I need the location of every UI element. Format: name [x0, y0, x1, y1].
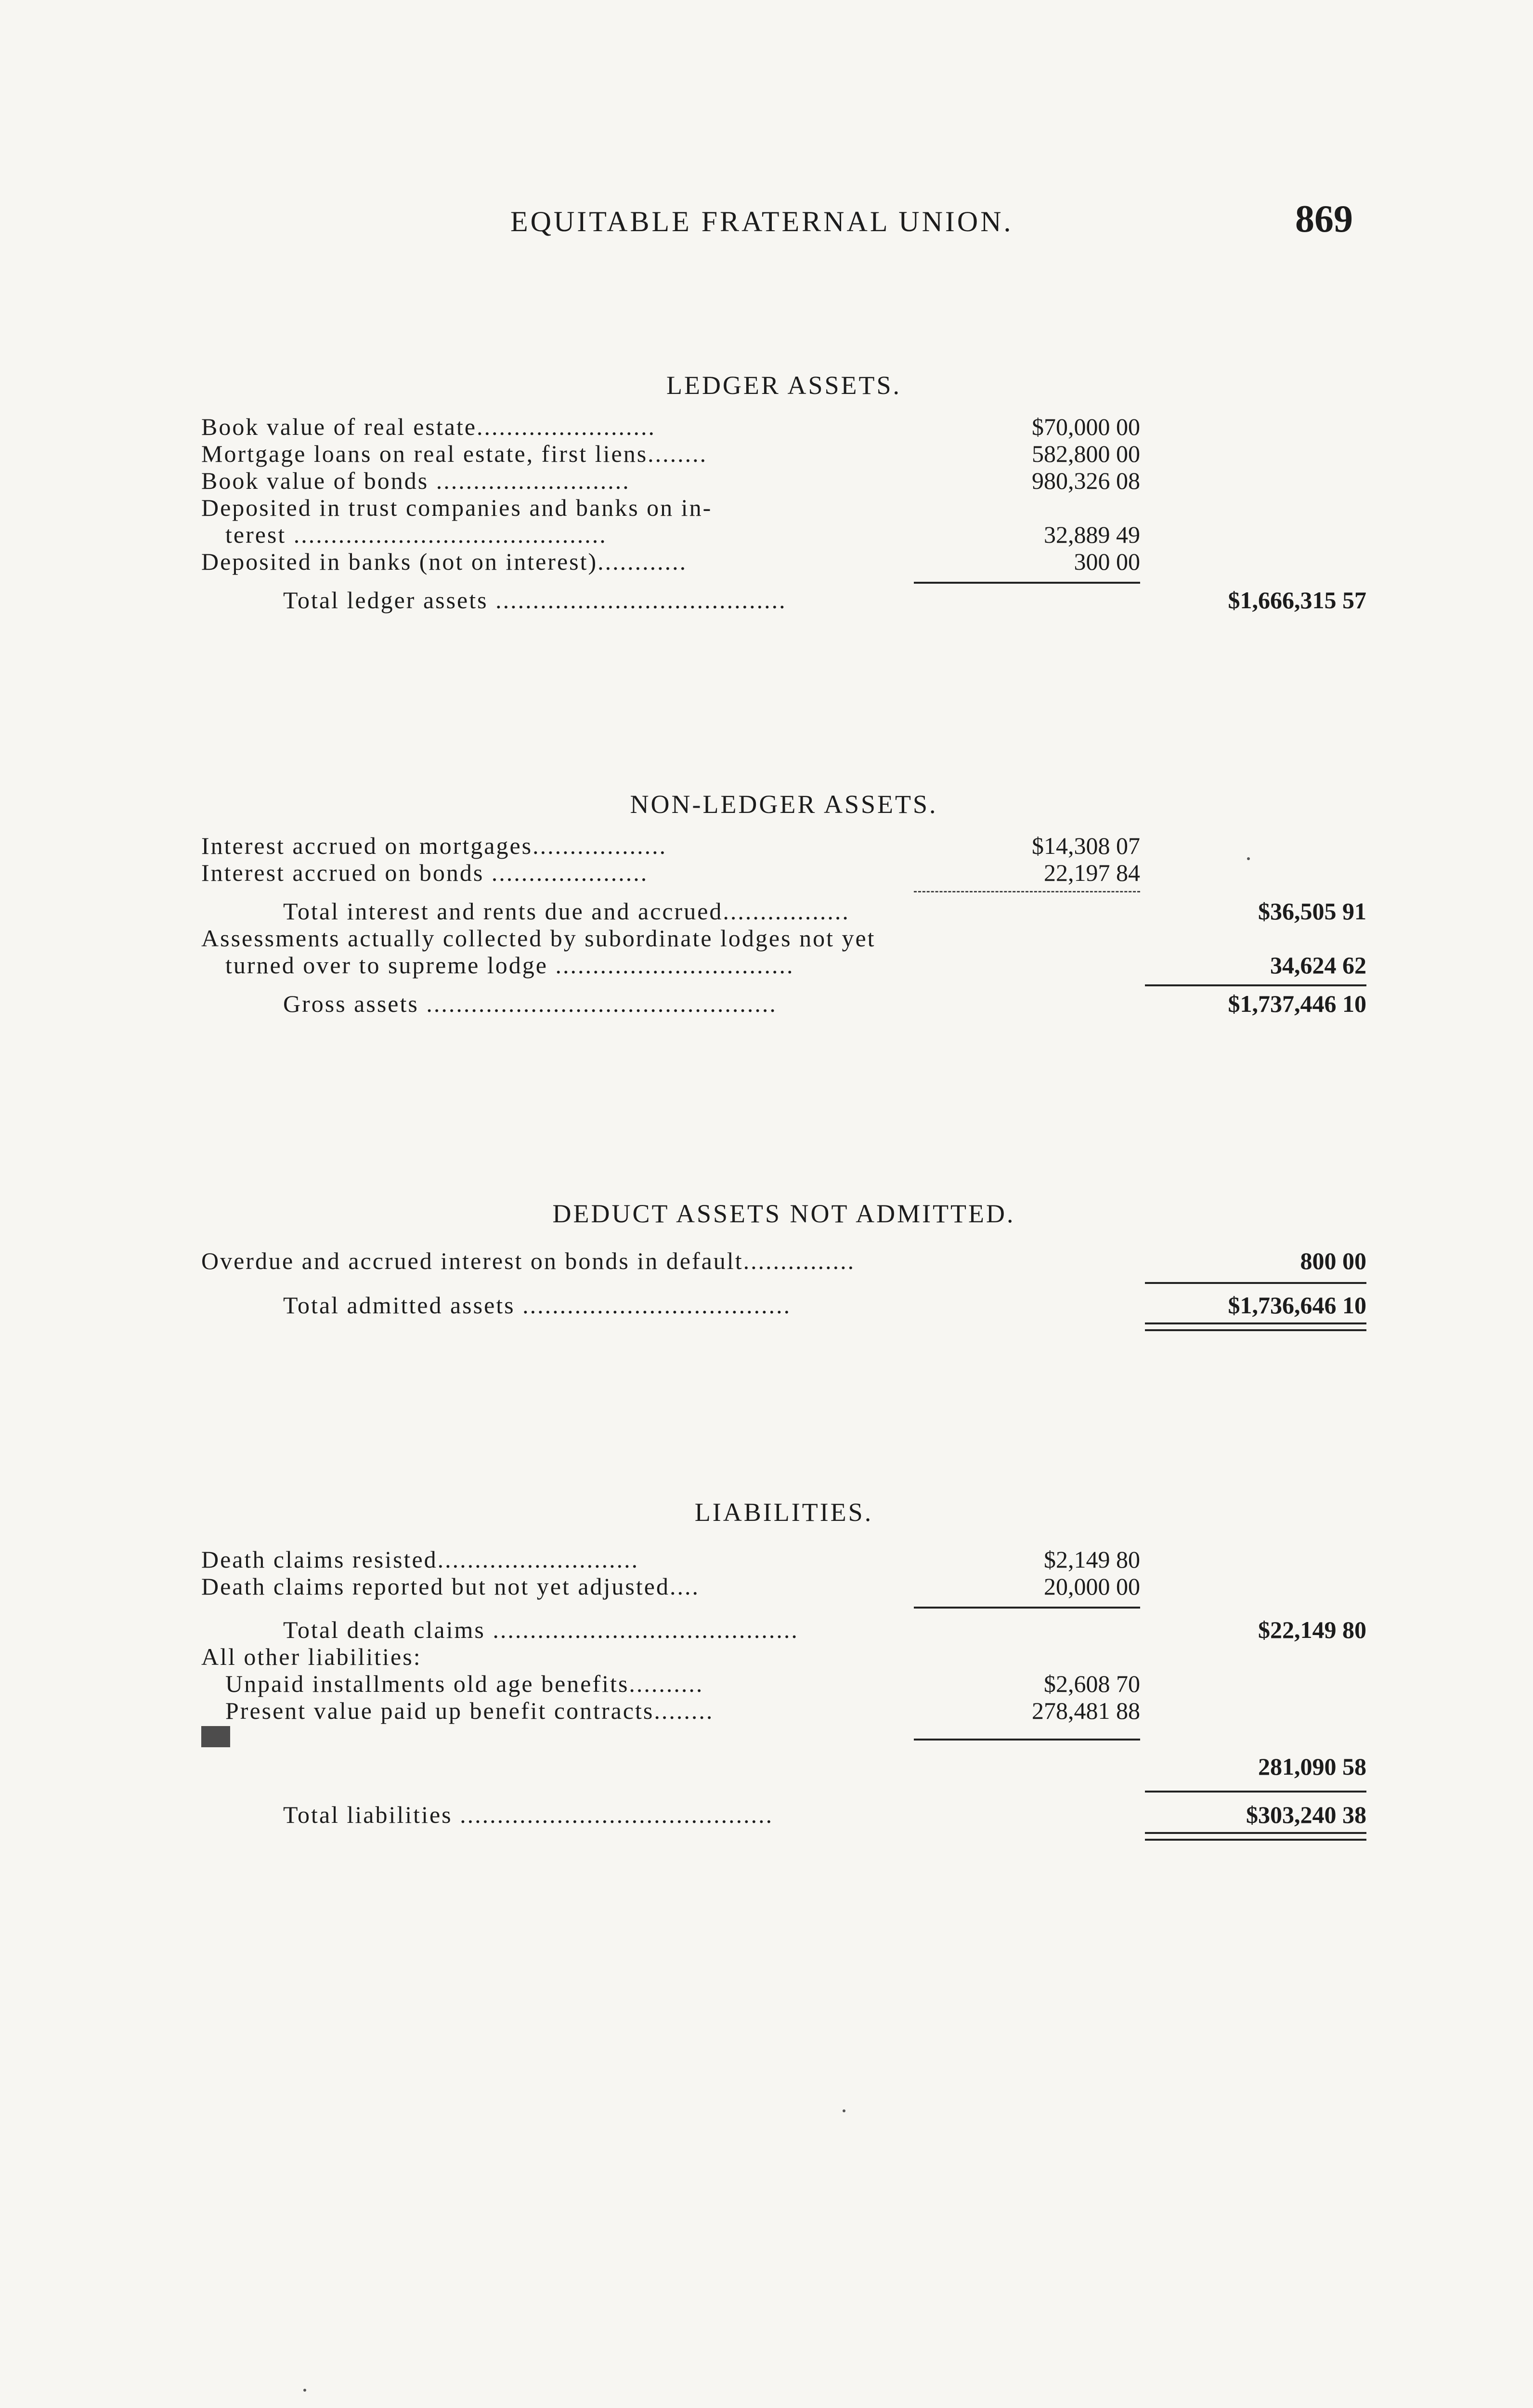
- ledger-row: Book value of real estate........................ $70,000 00: [201, 413, 1140, 440]
- death-total-row: Total death claims ......................................... $22,149 80: [283, 1616, 1366, 1643]
- print-speck: [303, 2389, 306, 2392]
- deduct-row: Overdue and accrued interest on bonds in default............... 800 00: [201, 1247, 1366, 1274]
- ledger-assets-section: [201, 366, 1366, 614]
- liabilities-total-row: Total liabilities .......................................... $303,240 38: [283, 1801, 1366, 1828]
- assessments-row: Assessments actually collected by subordinate lodges not yet: [201, 925, 876, 952]
- ledger-row: Deposited in banks (not on interest)............ 300 00: [201, 548, 1140, 575]
- total-rule: [1145, 1791, 1366, 1793]
- subtotal-rule: [914, 1739, 1140, 1741]
- liability-row: Death claims resisted........................... $2,149 80: [201, 1546, 1140, 1573]
- ledger-total-row: Total ledger assets ....................................... $1,666,315 57: [283, 587, 1366, 614]
- ledger-row: terest .......................................... 32,889 49: [225, 521, 1140, 548]
- other-liability-row: Present value paid up benefit contracts........ 278,481 88: [225, 1697, 1140, 1724]
- assessments-row: turned over to supreme lodge ................................ 34,624 62: [225, 952, 1366, 979]
- total-rule: [1145, 984, 1366, 986]
- ledger-row: Mortgage loans on real estate, first liens........ 582,800 00: [201, 440, 1140, 467]
- total-rule: [1145, 1282, 1366, 1284]
- print-speck: [1247, 857, 1250, 860]
- section-title: LIABILITIES.: [694, 1498, 873, 1527]
- non-ledger-assets-section: [201, 785, 1366, 1017]
- subtotal-rule: [914, 582, 1140, 584]
- nonledger-row: Interest accrued on mortgages.................. $14,308 07: [201, 832, 1140, 859]
- double-rule: [1145, 1832, 1366, 1841]
- page-header: [0, 197, 1533, 250]
- page-number: 869: [1295, 198, 1353, 240]
- ledger-row: Deposited in trust companies and banks on in-: [201, 494, 713, 521]
- liabilities-section: [201, 1493, 1366, 1843]
- subtotal-rule: [914, 891, 1140, 892]
- double-rule: [1145, 1322, 1366, 1331]
- ink-smudge: [201, 1726, 230, 1747]
- other-total-row: 281,090 58: [1258, 1753, 1366, 1780]
- subtotal-rule: [914, 1607, 1140, 1609]
- other-liability-row: Unpaid installments old age benefits.......... $2,608 70: [225, 1670, 1140, 1697]
- running-title: EQUITABLE FRATERNAL UNION.: [510, 206, 1013, 237]
- section-title: LEDGER ASSETS.: [666, 371, 902, 400]
- print-speck: [843, 2109, 845, 2112]
- other-liabilities-heading: All other liabilities:: [201, 1643, 422, 1670]
- nonledger-row: Interest accrued on bonds ..................... 22,197 84: [201, 859, 1140, 886]
- gross-assets-row: Gross assets ............................................... $1,737,446 10: [283, 990, 1366, 1017]
- liability-row: Death claims reported but not yet adjusted.... 20,000 00: [201, 1573, 1140, 1600]
- section-title: DEDUCT ASSETS NOT ADMITTED.: [552, 1199, 1015, 1228]
- ledger-row: Book value of bonds .......................... 980,326 08: [201, 467, 1140, 494]
- admitted-total-row: Total admitted assets .................................... $1,736,646 10: [283, 1292, 1366, 1319]
- deduct-assets-section: [201, 1194, 1366, 1333]
- section-title: NON-LEDGER ASSETS.: [630, 790, 938, 819]
- interest-total-row: Total interest and rents due and accrued................. $36,505 91: [283, 898, 1366, 925]
